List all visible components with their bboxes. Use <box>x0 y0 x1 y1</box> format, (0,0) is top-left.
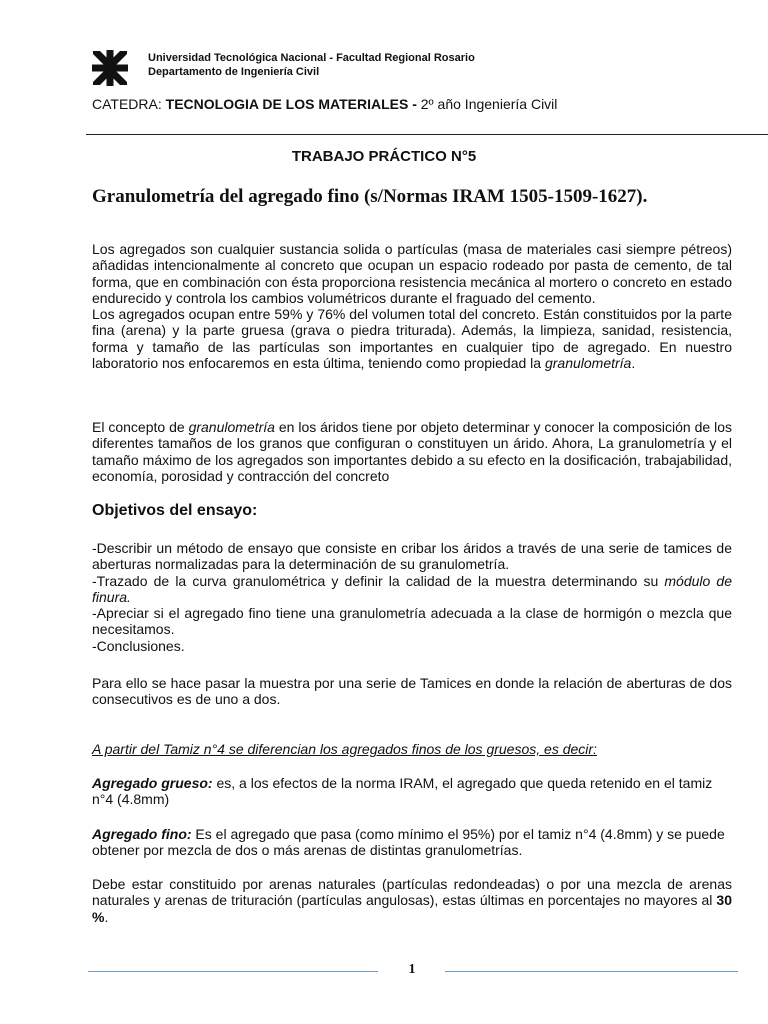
sieves-paragraph: Para ello se hace pasar la muestra por una serie de Tamices en donde la relación de aberturas de dos consecutivos es de uno a dos. <box>92 675 732 708</box>
catedra-label: CATEDRA: <box>92 96 166 112</box>
header-divider <box>86 134 768 135</box>
concept-emphasis: granulometría <box>188 419 275 435</box>
sands-text-end: . <box>104 908 109 925</box>
footer-divider-left <box>88 971 378 972</box>
objectives-heading: Objetivos del ensayo: <box>92 502 258 519</box>
sands-paragraph <box>92 876 732 925</box>
department-name: Departamento de Ingeniería Civil <box>148 66 320 78</box>
objectives-emphasis: módulo de finura. <box>92 572 732 605</box>
document-title: Granulometría del agregado fino (s/Normas IRAM 1505-1509-1627). <box>92 186 648 207</box>
practice-title: TRABAJO PRÁCTICO N°5 <box>291 148 477 165</box>
concept-paragraph <box>92 419 732 484</box>
objectives-text-end: -Apreciar si el agregado fino tiene una granulometría adecuada a la clase de hormigón o mezcla que necesitamos. -Conclusiones. <box>92 605 732 654</box>
intro-emphasis: granulometría <box>544 355 632 372</box>
footer-divider-right <box>445 971 738 972</box>
intro-text: Los agregados son cualquier sustancia solida o partículas (masa de materiales casi siempre pétreos) añadidas intencionalmente al concreto que ocupan un espacio rodeado por pasta de cemento, de tal forma, que en combinación con ésta proporciona resistencia mecánica al mortero o concreto en estado endurecido y controla los cambios volumétricos durante el fraguado del cemento. Los agregados ocupan entre 59% y 76% del volumen total del concreto. Están constituidos por la parte fina (arena) y la parte gruesa (grava o piedra triturada). Además, la limpieza, sanidad, resistencia, forma y tamaño de las partículas son importantes en cualquier tipo de agregado. En nuestro laboratorio nos enfocaremos en esta última, teniendo como propiedad la <box>92 241 732 372</box>
fine-aggregate-definition <box>92 826 732 859</box>
concept-text-start: El concepto de <box>92 419 189 435</box>
catedra-year: 2º año Ingeniería Civil <box>420 96 558 112</box>
catedra-line <box>92 96 557 112</box>
fine-aggregate-label: Agregado fino: <box>92 826 192 842</box>
sands-text: Debe estar constituido por arenas naturales (partículas redondeadas) o por una mezcla de arenas naturales y arenas de trituración (partículas angulosas), estas últimas en porcentajes no mayores al <box>92 876 732 909</box>
objectives-text: -Describir un método de ensayo que consiste en cribar los áridos a través de una serie de tamices de aberturas normalizadas para la determinación de su granulometría. -Trazado de la curva granulométrica y definir la calidad de la muestra determinando su <box>92 540 732 589</box>
separation-note: A partir del Tamiz n°4 se diferencian los agregados finos de los gruesos, es decir: <box>92 741 597 757</box>
page-number: 1 <box>408 962 416 977</box>
intro-text-end: . <box>631 355 636 372</box>
fine-aggregate-text: Es el agregado que pasa (como mínimo el 95%) por el tamiz n°4 (4.8mm) y se puede obtener por mezcla de dos o más arenas de distintas granulometrías. <box>92 826 725 859</box>
catedra-subject: TECNOLOGIA DE LOS MATERIALES - <box>165 96 421 112</box>
institution-name: Universidad Tecnológica Nacional - Facultad Regional Rosario <box>148 52 475 64</box>
concept-text: en los áridos tiene por objeto determinar y conocer la composición de los diferentes tamaños de los granos que configuran o constituyen un árido. Ahora, La granulometría y el tamaño máximo de los agregados son importantes debido a su efecto en la dosificación, trabajabilidad, economía, porosidad y contracción del concreto <box>92 419 732 484</box>
coarse-aggregate-definition <box>92 775 732 808</box>
utn-logo-icon <box>92 50 128 86</box>
coarse-aggregate-text: es, a los efectos de la norma IRAM, el agregado que queda retenido en el tamiz n°4 (4.8mm) <box>92 775 713 808</box>
coarse-aggregate-label: Agregado grueso: <box>92 775 213 791</box>
sands-percentage: 30 % <box>92 892 732 925</box>
intro-paragraph <box>92 241 732 371</box>
objectives-list <box>92 540 732 654</box>
